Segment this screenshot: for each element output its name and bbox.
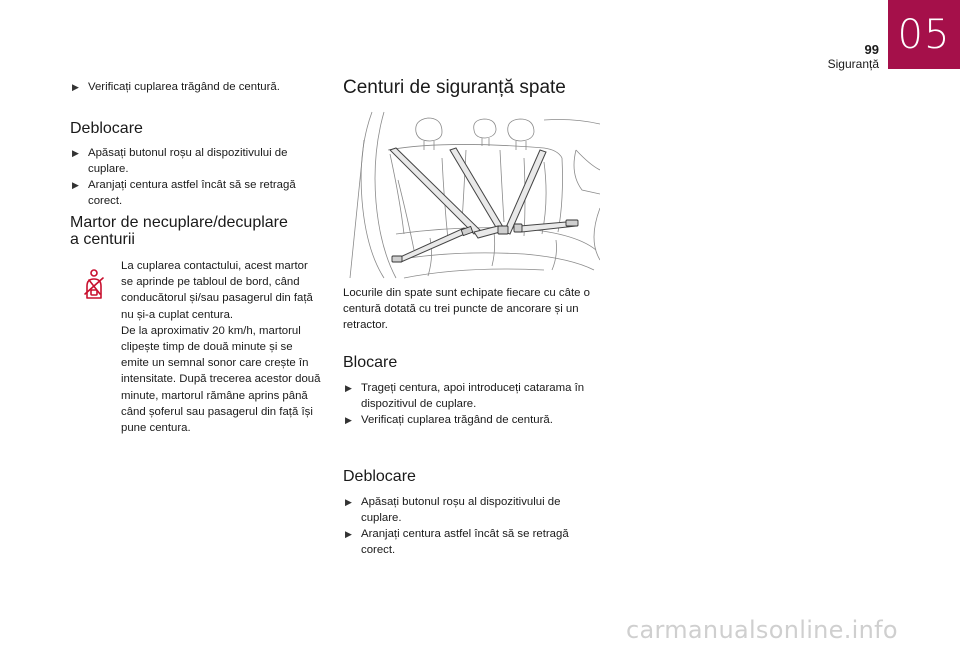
list-item: ▶ Apăsați butonul roșu al dispozitivului de cuplare. — [72, 147, 288, 175]
list-item: ▶ Verificați cuplarea trăgând de centură. — [72, 81, 280, 93]
right-blocare-bullets — [343, 380, 608, 428]
bullet-marker-icon: ▶ — [345, 529, 352, 539]
bullet-marker-icon: ▶ — [345, 383, 352, 393]
rear-belts-title: Centuri de siguranță spate — [343, 77, 566, 98]
seatbelt-warning-icon — [82, 268, 106, 300]
bullet-marker-icon: ▶ — [72, 180, 79, 190]
bullet-marker-icon: ▶ — [72, 82, 79, 92]
left-deblocare-bullets — [70, 145, 315, 209]
list-item: ▶ Apăsați butonul roșu al dispozitivului de cuplare. — [345, 496, 561, 524]
rear-belts-intro: Locurile din spate sunt echipate fiecare cu câte o centură dotată cu trei puncte de ancorare și un retractor. — [343, 287, 590, 332]
chapter-number: 05 — [897, 11, 951, 58]
section-name: Siguranță — [827, 57, 879, 71]
martor-paragraph-1: La cuplarea contactului, acest martor se aprinde pe tabloul de bord, când conducătorul și/sau pasagerul din față nu și-a cuplat centura. — [121, 260, 313, 321]
list-item: ▶ Verificați cuplarea trăgând de centură. — [345, 414, 553, 426]
left-top-bullets — [70, 79, 320, 95]
bullet-marker-icon: ▶ — [345, 415, 352, 425]
right-deblocare-heading: Deblocare — [343, 468, 416, 485]
page-number: 99 — [864, 42, 879, 57]
blocare-heading: Blocare — [343, 354, 398, 371]
bullet-marker-icon: ▶ — [72, 148, 79, 158]
rear-seat-illustration — [344, 110, 600, 280]
martor-text — [121, 258, 321, 436]
deblocare-heading: Deblocare — [70, 120, 143, 137]
list-item: ▶ Trageți centura, apoi introduceți catarama în dispozitivul de cuplare. — [345, 382, 585, 410]
right-deblocare-bullets — [343, 494, 598, 558]
watermark: carmanualsonline.info — [626, 616, 898, 644]
list-item: ▶ Aranjați centura astfel încât să se retragă corect. — [72, 179, 296, 207]
chapter-tab — [888, 0, 960, 69]
martor-paragraph-2: De la aproximativ 20 km/h, martorul clipește timp de două minute și se emite un semnal sonor care crește în intensitate. După trecerea acestor două minute, martorul rămâne aprins până când șoferul sau pasagerul din față își pune centura. — [121, 324, 321, 435]
bullet-marker-icon: ▶ — [345, 497, 352, 507]
martor-heading: Martor de necuplare/decuplare a centurii — [70, 214, 288, 248]
list-item: ▶ Aranjați centura astfel încât să se retragă corect. — [345, 528, 569, 556]
